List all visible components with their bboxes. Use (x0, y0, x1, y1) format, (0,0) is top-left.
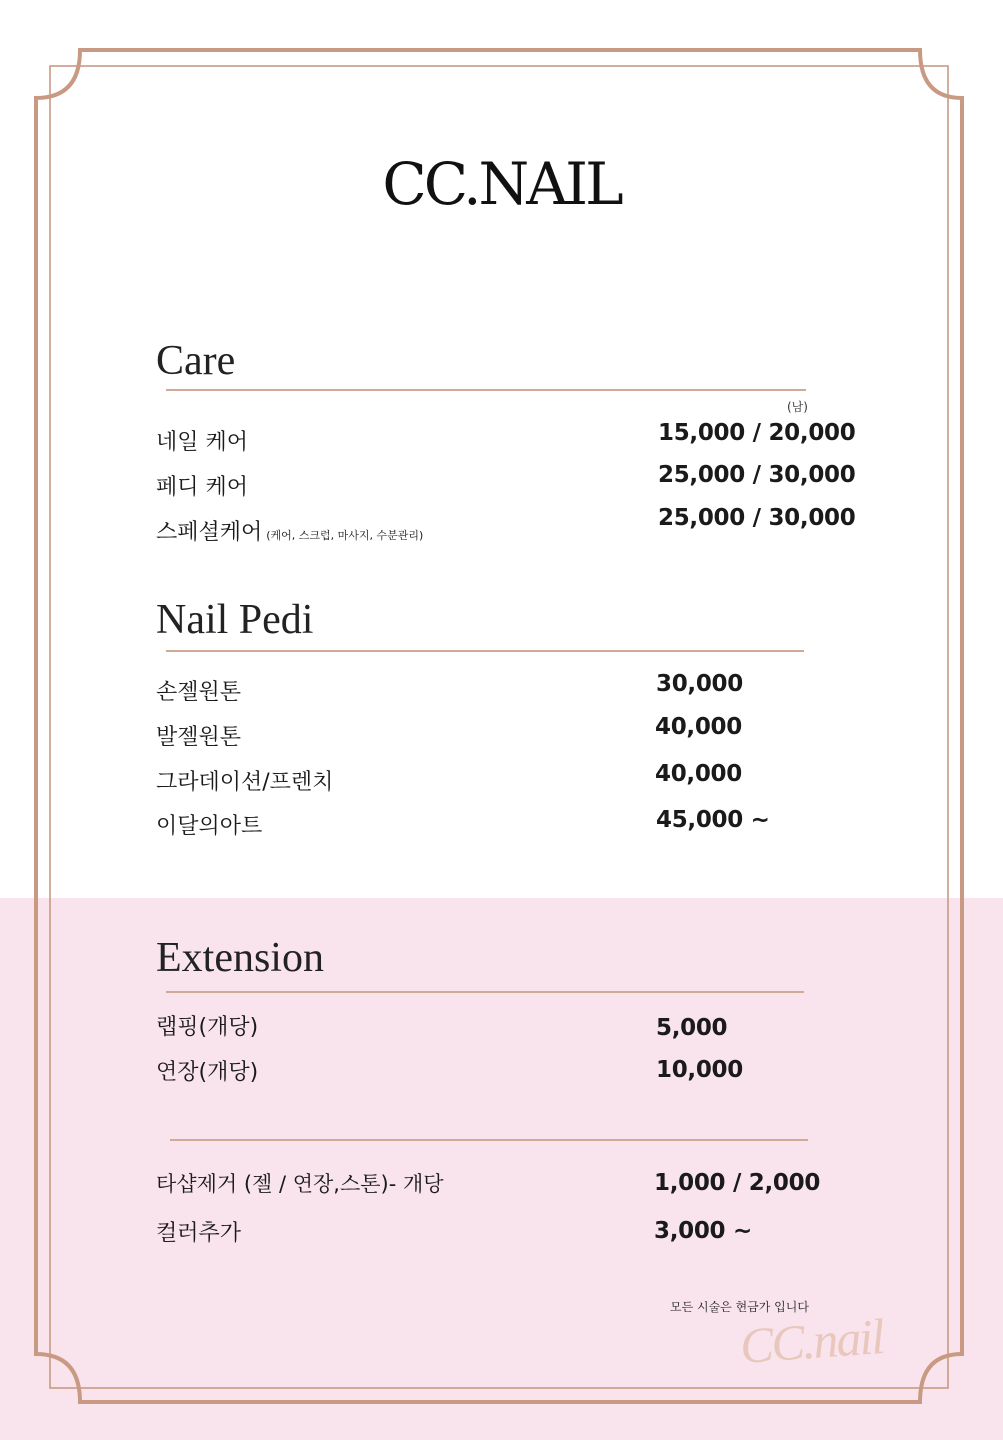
menu-item-price: 45,000 ~ (656, 807, 770, 833)
page-title: CC.NAIL (382, 150, 621, 218)
menu-item-name: 페디 케어 (156, 475, 249, 500)
menu-item-name: 네일 케어 (156, 430, 249, 455)
menu-item-name: 발젤원톤 (156, 725, 242, 750)
menu-item-price: 3,000 ~ (654, 1218, 752, 1244)
menu-item-label: 스페셜케어 (156, 520, 263, 545)
menu-item-name: 연장(개당) (156, 1060, 259, 1085)
menu-item-price: 30,000 (656, 671, 743, 697)
section-heading-extension: Extension (156, 935, 324, 981)
menu-item-price: 5,000 (656, 1015, 728, 1041)
menu-item-price: 1,000 / 2,000 (654, 1170, 821, 1196)
menu-item-price: 25,000 / 30,000 (658, 505, 856, 531)
menu-item-name (156, 515, 423, 546)
extension-rule (166, 991, 804, 993)
care-rule (166, 389, 806, 391)
menu-item-name: 컬러추가 (156, 1221, 242, 1246)
menu-item-price: 40,000 (655, 714, 742, 740)
menu-item-price: 25,000 / 30,000 (658, 462, 856, 488)
menu-item-note: (케어, 스크럽, 마사지, 수분관리) (266, 529, 424, 542)
section-heading-nail-pedi: Nail Pedi (156, 597, 314, 643)
signature-logo: CC.nail (738, 1308, 885, 1374)
extras-divider (170, 1139, 808, 1141)
section-heading-care: Care (156, 338, 236, 384)
menu-item-price: 10,000 (656, 1057, 743, 1083)
menu-item-price: 40,000 (655, 761, 742, 787)
menu-item-name: 그라데이션/프렌치 (156, 770, 334, 795)
menu-item-name: 이달의아트 (156, 814, 263, 839)
price-note: (남) (787, 400, 808, 414)
menu-item-name: 손젤원톤 (156, 680, 242, 705)
nail-pedi-rule (166, 650, 804, 652)
cash-price-note: 모든 시술은 현금가 입니다 (670, 1300, 809, 1314)
menu-item-price: 15,000 / 20,000 (658, 420, 856, 446)
menu-item-name: 랩핑(개당) (156, 1015, 259, 1040)
menu-item-name: 타샵제거 (젤 / 연장,스톤)- 개당 (156, 1172, 444, 1196)
